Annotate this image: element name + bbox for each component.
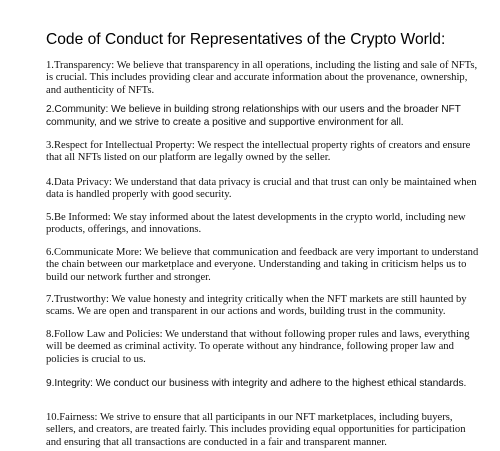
conduct-item-communicate-more: 6.Communicate More: We believe that communication and feedback are very important to understand the chain between our marketplace and everyone. Understanding and taking in criticism helps us to build our network further and stronger. [46,247,479,283]
document-title: Code of Conduct for Representatives of the Crypto World: [46,31,446,48]
conduct-item-transparency: 1.Transparency: We believe that transparency in all operations, including the listing and sale of NFTs, is crucial. This includes providing clear and accurate information about the provenance, ownership, and authenticity of NFTs. [46,60,478,96]
conduct-item-fairness: 10.Fairness: We strive to ensure that all participants in our NFT marketplaces, including buyers, sellers, and creators, are treated fairly. This includes providing equal opportunities for participation and ensuring that all transactions are conducted in a fair and transparent manner. [46,412,466,448]
conduct-item-community: 2.Community: We believe in building strong relationships with our users and the broader NFT community, and we strive to create a positive and supportive environment for all. [46,104,461,128]
conduct-item-intellectual-property: 3.Respect for Intellectual Property: We respect the intellectual property rights of creators and ensure that all NFTs listed on our platform are legally owned by the seller. [46,140,471,164]
conduct-item-be-informed: 5.Be Informed: We stay informed about the latest developments in the crypto world, including new products, offerings, and innovations. [46,212,466,236]
conduct-item-integrity: 9.Integrity: We conduct our business with integrity and adhere to the highest ethical standards. [46,378,467,389]
conduct-item-trustworthy: 7.Trustworthy: We value honesty and integrity critically when the NFT markets are still haunted by scams. We are open and transparent in our actions and words, building trust in the community. [46,294,467,318]
conduct-item-follow-law: 8.Follow Law and Policies: We understand that without following proper rules and laws, everything will be deemed as criminal activity. To operate without any hindrance, following proper law and policies is crucial to us. [46,329,470,365]
conduct-item-data-privacy: 4.Data Privacy: We understand that data privacy is crucial and that trust can only be maintained when data is handled properly with good security. [46,177,477,201]
